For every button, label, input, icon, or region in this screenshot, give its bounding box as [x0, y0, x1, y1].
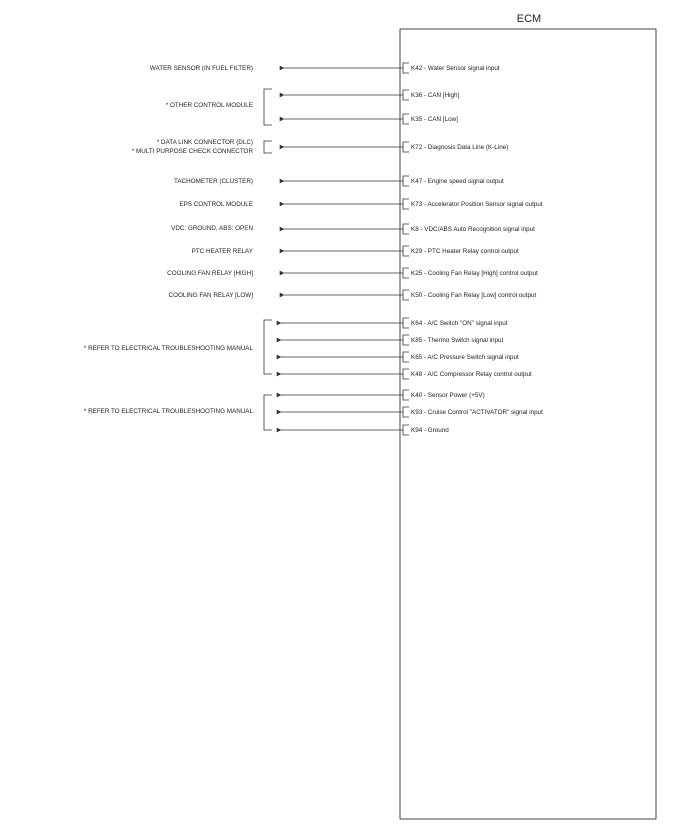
pin-bracket-17 — [403, 425, 409, 435]
pin-bracket-2 — [403, 90, 409, 100]
bracket-ac-group — [264, 320, 272, 374]
pin-bracket-6 — [403, 199, 409, 209]
pin-labels — [411, 65, 543, 434]
pin-label-4: K72 - Diagnosis Data Line (K-Line) — [411, 144, 509, 152]
pin-label-16: K93 - Cruise Control "ACTIVATOR" signal input — [411, 409, 543, 417]
device-label-7: VDC: GROUND, ABS: OPEN — [171, 225, 253, 232]
pin-label-15: K40 - Sensor Power (+5V) — [411, 392, 485, 400]
bracket-group — [264, 89, 272, 430]
pin-label-8: K29 - PTC Heater Relay control output — [411, 248, 519, 256]
pin-bracket-14 — [403, 369, 409, 379]
pin-label-2: K36 - CAN [High] — [411, 92, 460, 100]
pin-label-6: K73 - Accelerator Position Sensor signal output — [411, 201, 543, 209]
pin-label-14: K48 - A/C Compressor Relay control output — [411, 371, 532, 379]
pin-label-11: K64 - A/C Switch "ON" signal input — [411, 320, 508, 328]
device-label-4: * MULTI PURPOSE CHECK CONNECTOR — [131, 148, 253, 155]
pin-label-1: K42 - Water Sensor signal input — [411, 65, 500, 73]
pin-bracket-3 — [403, 114, 409, 124]
bracket-dlc — [264, 141, 272, 153]
pin-bracket-15 — [403, 390, 409, 400]
pin-bracket-13 — [403, 352, 409, 362]
pin-bracket-16 — [403, 407, 409, 417]
pin-bracket-8 — [403, 246, 409, 256]
device-labels — [84, 65, 254, 415]
pin-bracket-11 — [403, 318, 409, 328]
device-label-8: PTC HEATER RELAY — [191, 248, 253, 255]
device-label-6: EPS CONTROL MODULE — [179, 201, 253, 208]
pin-bracket-5 — [403, 176, 409, 186]
pin-bracket-4 — [403, 142, 409, 152]
pin-label-7: K8 - VDC/ABS Auto Recognition signal input — [411, 226, 535, 234]
device-label-9: COOLING FAN RELAY [HIGH] — [167, 270, 253, 277]
pin-bracket-12 — [403, 335, 409, 345]
pin-bracket-7 — [403, 224, 409, 234]
device-label-2: * OTHER CONTROL MODULE — [165, 102, 253, 109]
pin-label-9: K25 - Cooling Fan Relay [High] control output — [411, 270, 538, 278]
pin-label-17: K94 - Ground — [411, 427, 449, 435]
device-label-11: * REFER TO ELECTRICAL TROUBLESHOOTING MANUAL — [83, 345, 253, 352]
pin-label-12: K85 - Thermo Switch signal input — [411, 337, 504, 345]
pin-label-13: K65 - A/C Pressure Switch signal input — [411, 354, 519, 362]
pin-bracket-9 — [403, 268, 409, 278]
pin-bracket-1 — [403, 63, 409, 73]
device-label-1: WATER SENSOR (IN FUEL FILTER) — [149, 65, 253, 72]
bracket-sensor-group — [264, 395, 272, 430]
pin-label-3: K35 - CAN [Low] — [411, 116, 458, 124]
ecm-title: ECM — [516, 13, 542, 25]
device-label-3: * DATA LINK CONNECTOR (DLC) — [156, 139, 253, 146]
pin-bracket-10 — [403, 290, 409, 300]
wire-group — [281, 63, 409, 435]
device-label-12: * REFER TO ELECTRICAL TROUBLESHOOTING MANUAL — [83, 408, 253, 415]
pin-label-5: K47 - Engine speed signal output — [411, 178, 504, 186]
pin-label-10: K50 - Cooling Fan Relay [Low] control output — [411, 292, 537, 300]
device-label-10: COOLING FAN RELAY [LOW] — [168, 292, 253, 299]
device-label-5: TACHOMETER (CLUSTER) — [174, 178, 253, 185]
bracket-other-control-module — [264, 89, 272, 125]
